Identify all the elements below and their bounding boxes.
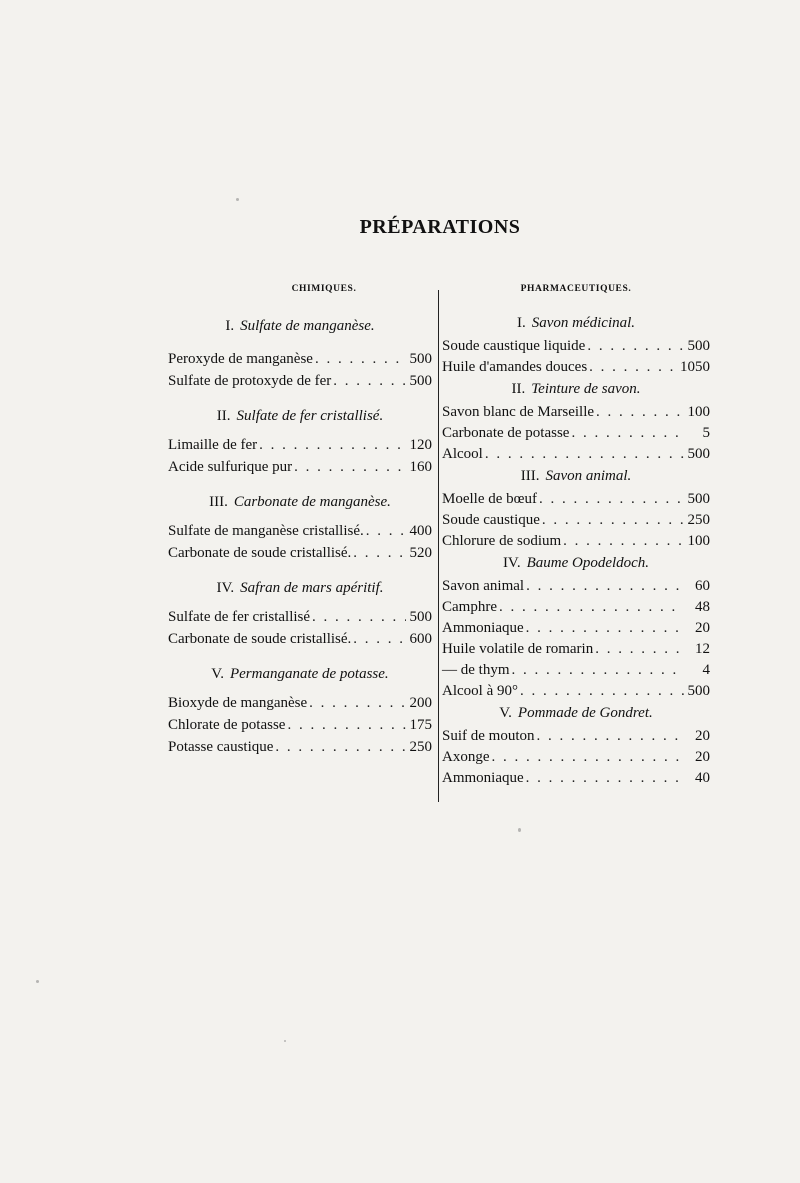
section-name: Safran de mars apéritif. [240, 580, 384, 596]
ingredient-name: Alcool [442, 446, 483, 462]
section-name: Sulfate de fer cristallisé. [236, 408, 384, 424]
column-pharmaceutiques [442, 278, 710, 789]
section-title [442, 702, 710, 724]
section-number: IV. [502, 555, 521, 571]
ingredient-list [442, 576, 710, 702]
ingredient-row [168, 714, 432, 736]
paper-speck [518, 828, 521, 832]
ingredient-quantity: 20 [695, 749, 710, 765]
leader-dots [512, 660, 685, 681]
ingredient-name: Carbonate de soude cristallisé. [168, 545, 352, 561]
ingredient-name: Sulfate de fer cristallisé [168, 609, 311, 625]
ingredient-name: Savon animal [442, 578, 525, 594]
ingredient-quantity: 1050 [680, 359, 710, 375]
leader-dots [526, 576, 684, 597]
ingredient-quantity: 40 [695, 770, 710, 786]
ingredient-row [442, 660, 710, 681]
section-number: II. [216, 408, 231, 424]
ingredient-row [442, 597, 710, 618]
ingredient-name: Limaille de fer [168, 437, 258, 453]
ingredient-name: Huile d'amandes douces [442, 359, 588, 375]
ingredient-quantity: 520 [409, 545, 432, 561]
section-name: Carbonate de manganèse. [233, 494, 391, 510]
column-divider [438, 290, 439, 802]
ingredient-row [168, 456, 432, 478]
leader-dots [315, 348, 406, 370]
ingredient-row [168, 348, 432, 370]
ingredient-name: Peroxyde de manganèse [168, 351, 313, 367]
leader-dots [366, 520, 406, 542]
section-title [168, 660, 432, 688]
ingredient-list [442, 726, 710, 789]
ingredient-row [168, 736, 432, 758]
leader-dots [571, 423, 684, 444]
ingredient-name: Sulfate de protoxyde de fer [168, 373, 332, 389]
leader-dots [333, 370, 406, 392]
ingredient-row [442, 681, 710, 702]
sections-pharmaceutiques [442, 312, 710, 789]
section-name: Sulfate de manganèse. [240, 318, 375, 334]
paper-speck [284, 1040, 286, 1042]
section-title [442, 465, 710, 487]
ingredient-name: Acide sulfurique pur [168, 459, 293, 475]
ingredient-quantity: 48 [695, 599, 710, 615]
ingredient-quantity: 160 [409, 459, 432, 475]
leader-dots [485, 444, 684, 465]
ingredient-row [168, 520, 432, 542]
ingredient-name: Potasse caustique [168, 739, 274, 755]
ingredient-name: Soude caustique liquide [442, 338, 586, 354]
section-title [168, 488, 432, 516]
column-chimiques [168, 278, 432, 758]
ingredient-quantity: 20 [695, 728, 710, 744]
ingredient-quantity: 100 [687, 533, 710, 549]
leader-dots [353, 542, 406, 564]
ingredient-name: Huile volatile de romarin [442, 641, 594, 657]
ingredient-name: Moelle de bœuf [442, 491, 537, 507]
leader-dots [492, 747, 685, 768]
ingredient-row [442, 357, 710, 378]
ingredient-row [168, 542, 432, 564]
ingredient-row [442, 423, 710, 444]
leader-dots [309, 692, 406, 714]
ingredient-name: Carbonate de potasse [442, 425, 570, 441]
ingredient-quantity: 175 [409, 717, 432, 733]
section-name: Savon animal. [545, 468, 632, 484]
ingredient-quantity: 500 [409, 609, 432, 625]
ingredient-quantity: 500 [687, 446, 710, 462]
ingredient-name: Soude caustique [442, 512, 540, 528]
ingredient-row [442, 639, 710, 660]
leader-dots [287, 714, 406, 736]
ingredient-quantity: 500 [409, 373, 432, 389]
ingredient-quantity: 400 [409, 523, 432, 539]
leader-dots [587, 336, 684, 357]
ingredient-name: Bioxyde de manganèse [168, 695, 308, 711]
section-number: V. [211, 666, 224, 682]
paper-speck [236, 198, 239, 201]
section-number: V. [499, 705, 512, 721]
leader-dots [596, 402, 684, 423]
ingredient-row [442, 531, 710, 552]
ingredient-row [442, 726, 710, 747]
leader-dots [542, 510, 684, 531]
leader-dots [526, 768, 684, 789]
ingredient-quantity: 500 [687, 683, 710, 699]
leader-dots [563, 531, 684, 552]
leader-dots [537, 726, 685, 747]
sections-chimiques [168, 312, 432, 758]
ingredient-name: Carbonate de soude cristallisé. [168, 631, 352, 647]
ingredient-row [442, 618, 710, 639]
ingredient-quantity: 5 [702, 425, 710, 441]
ingredient-list [168, 434, 432, 478]
column-header-chimiques: CHIMIQUES. [291, 284, 357, 294]
leader-dots [259, 434, 406, 456]
section-name: Baume Opodeldoch. [526, 555, 650, 571]
ingredient-list [168, 520, 432, 564]
ingredient-row [442, 489, 710, 510]
ingredient-name: Ammoniaque [442, 770, 524, 786]
ingredient-name: Alcool à 90° [442, 683, 518, 699]
ingredient-name: — de thym [442, 662, 510, 678]
leader-dots [595, 639, 684, 660]
ingredient-quantity: 250 [409, 739, 432, 755]
section-name: Permanganate de potasse. [229, 666, 389, 682]
ingredient-list [442, 336, 710, 378]
ingredient-quantity: 500 [409, 351, 432, 367]
ingredient-row [442, 402, 710, 423]
ingredient-quantity: 500 [687, 491, 710, 507]
ingredient-row [168, 434, 432, 456]
section-number: IV. [216, 580, 235, 596]
section-name: Pommade de Gondret. [517, 705, 653, 721]
ingredient-quantity: 120 [409, 437, 432, 453]
ingredient-list [168, 606, 432, 650]
leader-dots [589, 357, 678, 378]
ingredient-name: Savon blanc de Marseille [442, 404, 595, 420]
ingredient-name: Sulfate de manganèse cristallisé. [168, 523, 364, 539]
ingredient-quantity: 4 [702, 662, 710, 678]
ingredient-row [168, 606, 432, 628]
leader-dots [520, 681, 684, 702]
ingredient-row [442, 768, 710, 789]
ingredient-name: Axonge [442, 749, 490, 765]
ingredient-row [168, 370, 432, 392]
column-header-pharmaceutiques: PHARMACEUTIQUES. [520, 284, 632, 294]
ingredient-quantity: 60 [695, 578, 710, 594]
ingredient-row [442, 510, 710, 531]
ingredient-list [442, 402, 710, 465]
section-number: II. [511, 381, 526, 397]
section-number: III. [209, 494, 228, 510]
section-title [168, 312, 432, 340]
section-title [168, 402, 432, 430]
leader-dots [539, 489, 684, 510]
ingredient-name: Chlorure de sodium [442, 533, 562, 549]
ingredient-name: Camphre [442, 599, 497, 615]
ingredient-row [442, 747, 710, 768]
section-title [442, 378, 710, 400]
ingredient-quantity: 200 [409, 695, 432, 711]
ingredient-quantity: 500 [687, 338, 710, 354]
ingredient-quantity: 250 [687, 512, 710, 528]
ingredient-quantity: 100 [687, 404, 710, 420]
leader-dots [526, 618, 684, 639]
ingredient-name: Ammoniaque [442, 620, 524, 636]
leader-dots [499, 597, 684, 618]
ingredient-name: Suif de mouton [442, 728, 535, 744]
section-number: I. [516, 315, 526, 331]
leader-dots [294, 456, 406, 478]
section-title [168, 574, 432, 602]
section-number: I. [225, 318, 235, 334]
page-title: PRÉPARATIONS [359, 216, 521, 238]
section-title [442, 552, 710, 574]
paper-speck [36, 980, 39, 983]
ingredient-quantity: 20 [695, 620, 710, 636]
leader-dots [353, 628, 406, 650]
section-name: Savon médicinal. [531, 315, 636, 331]
ingredient-row [168, 692, 432, 714]
section-number: III. [520, 468, 540, 484]
ingredient-list [442, 489, 710, 552]
section-title [442, 312, 710, 334]
ingredient-list [168, 692, 432, 758]
ingredient-row [168, 628, 432, 650]
ingredient-row [442, 336, 710, 357]
ingredient-list [168, 348, 432, 392]
leader-dots [312, 606, 406, 628]
ingredient-row [442, 576, 710, 597]
ingredient-name: Chlorate de potasse [168, 717, 286, 733]
leader-dots [275, 736, 406, 758]
ingredient-quantity: 600 [409, 631, 432, 647]
ingredient-quantity: 12 [695, 641, 710, 657]
section-name: Teinture de savon. [531, 381, 641, 397]
ingredient-row [442, 444, 710, 465]
